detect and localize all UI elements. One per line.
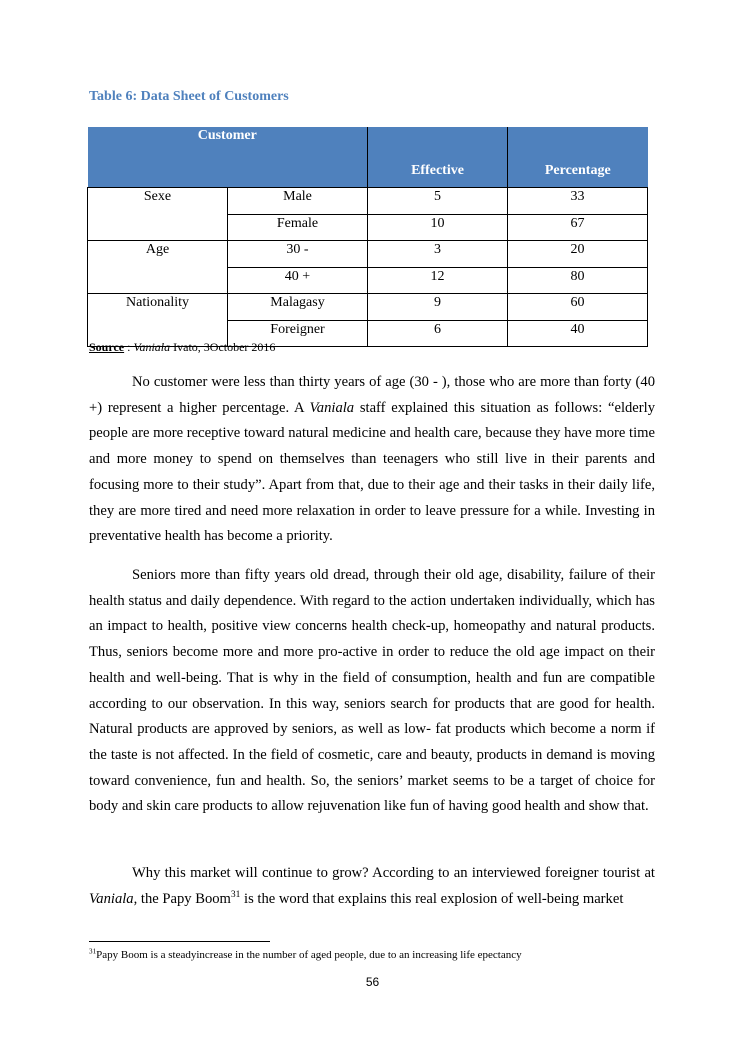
table-row	[88, 294, 648, 321]
row-effective: 5	[368, 188, 508, 215]
row-item: Male	[228, 188, 368, 215]
footnote	[89, 949, 522, 961]
row-percentage: 67	[508, 214, 648, 241]
group-label: Age	[88, 241, 228, 294]
paragraph-3-text-a: Why this market will continue to grow? According to an interviewed foreigner tourist at	[132, 865, 655, 881]
row-percentage: 60	[508, 294, 648, 321]
row-item: Foreigner	[228, 320, 368, 347]
source-name: Vaniala	[133, 340, 171, 354]
paragraph-2-text: Seniors more than fifty years old dread, through their old age, disability, failure of their health status and daily dependence. With regard to the action undertaken individually, which has an impact to health, positive view concerns health check-up, homeopathy and natural products. Thus, seniors become more and more pro-active in order to reduce the old age impact on their health and well-being. That is why in the field of consumption, health and fun are compatible according to our observation. In this way, seniors search for products that are good for health. Natural products are approved by seniors, as well as low- fat products which become a norm if the taste is not affected. In the field of cosmetic, care and beauty, products in demand is moving toward convenience, fun and health. So, the seniors’ market seems to be a target of choice for body and skin care products to allow rejuvenation like fun of having good health and show that.	[89, 567, 655, 815]
row-item: 40 +	[228, 267, 368, 294]
row-effective: 3	[368, 241, 508, 268]
row-percentage: 40	[508, 320, 648, 347]
header-effective: Effective	[368, 127, 508, 188]
paragraph-1-text-b: staff explained this situation as follows: “elderly people are more receptive toward natural medicine and health care, because they have more time and more money to spend on themselves than teenagers who still live in their parents and focusing more to their study”. Apart from that, due to their age and their tasks in their daily life, they are more tired and need more relaxation in order to leave pressure for a while. Investing in preventative health has become a priority.	[89, 399, 655, 545]
source-label: Source	[89, 340, 125, 354]
header-customer: Customer	[88, 127, 368, 188]
paragraph-1-text-a: No customer were less than thirty years of age (30 - ), those who are more than forty (40 +) represent a higher percentage. A	[89, 374, 655, 416]
footnote-divider	[89, 941, 270, 942]
paragraph-3	[89, 861, 655, 912]
paragraph-3-text-b: , the Papy Boom	[133, 890, 231, 907]
customer-data-table	[87, 127, 648, 347]
table-row	[88, 188, 648, 215]
paragraph-1	[89, 370, 655, 550]
table-header-row	[88, 127, 648, 188]
footnote-number: 31	[89, 947, 97, 956]
row-item: Female	[228, 214, 368, 241]
paragraph-1-emphasis: Vaniala	[309, 399, 355, 416]
row-percentage: 33	[508, 188, 648, 215]
footnote-reference[interactable]: 31	[230, 889, 241, 900]
source-detail: Ivato, 3October 2016	[170, 340, 276, 354]
footnote-text: Papy Boom is a steadyincrease in the number of aged people, due to an increasing life epectancy	[96, 949, 522, 961]
table-row	[88, 241, 648, 268]
page-number: 56	[365, 975, 380, 989]
row-percentage: 20	[508, 241, 648, 268]
row-percentage: 80	[508, 267, 648, 294]
row-effective: 10	[368, 214, 508, 241]
row-item: Malagasy	[228, 294, 368, 321]
row-effective: 9	[368, 294, 508, 321]
group-label: Nationality	[88, 294, 228, 347]
row-effective: 6	[368, 320, 508, 347]
paragraph-3-text-c: is the word that explains this real explosion of well-being market	[240, 890, 624, 907]
paragraph-2	[89, 563, 655, 820]
row-item: 30 -	[228, 241, 368, 268]
table-source	[89, 340, 275, 355]
group-label: Sexe	[88, 188, 228, 241]
header-percentage: Percentage	[508, 127, 648, 188]
source-separator: :	[124, 340, 134, 354]
row-effective: 12	[368, 267, 508, 294]
paragraph-3-emphasis: Vaniala	[89, 890, 134, 907]
table-caption: Table 6: Data Sheet of Customers	[89, 89, 289, 104]
